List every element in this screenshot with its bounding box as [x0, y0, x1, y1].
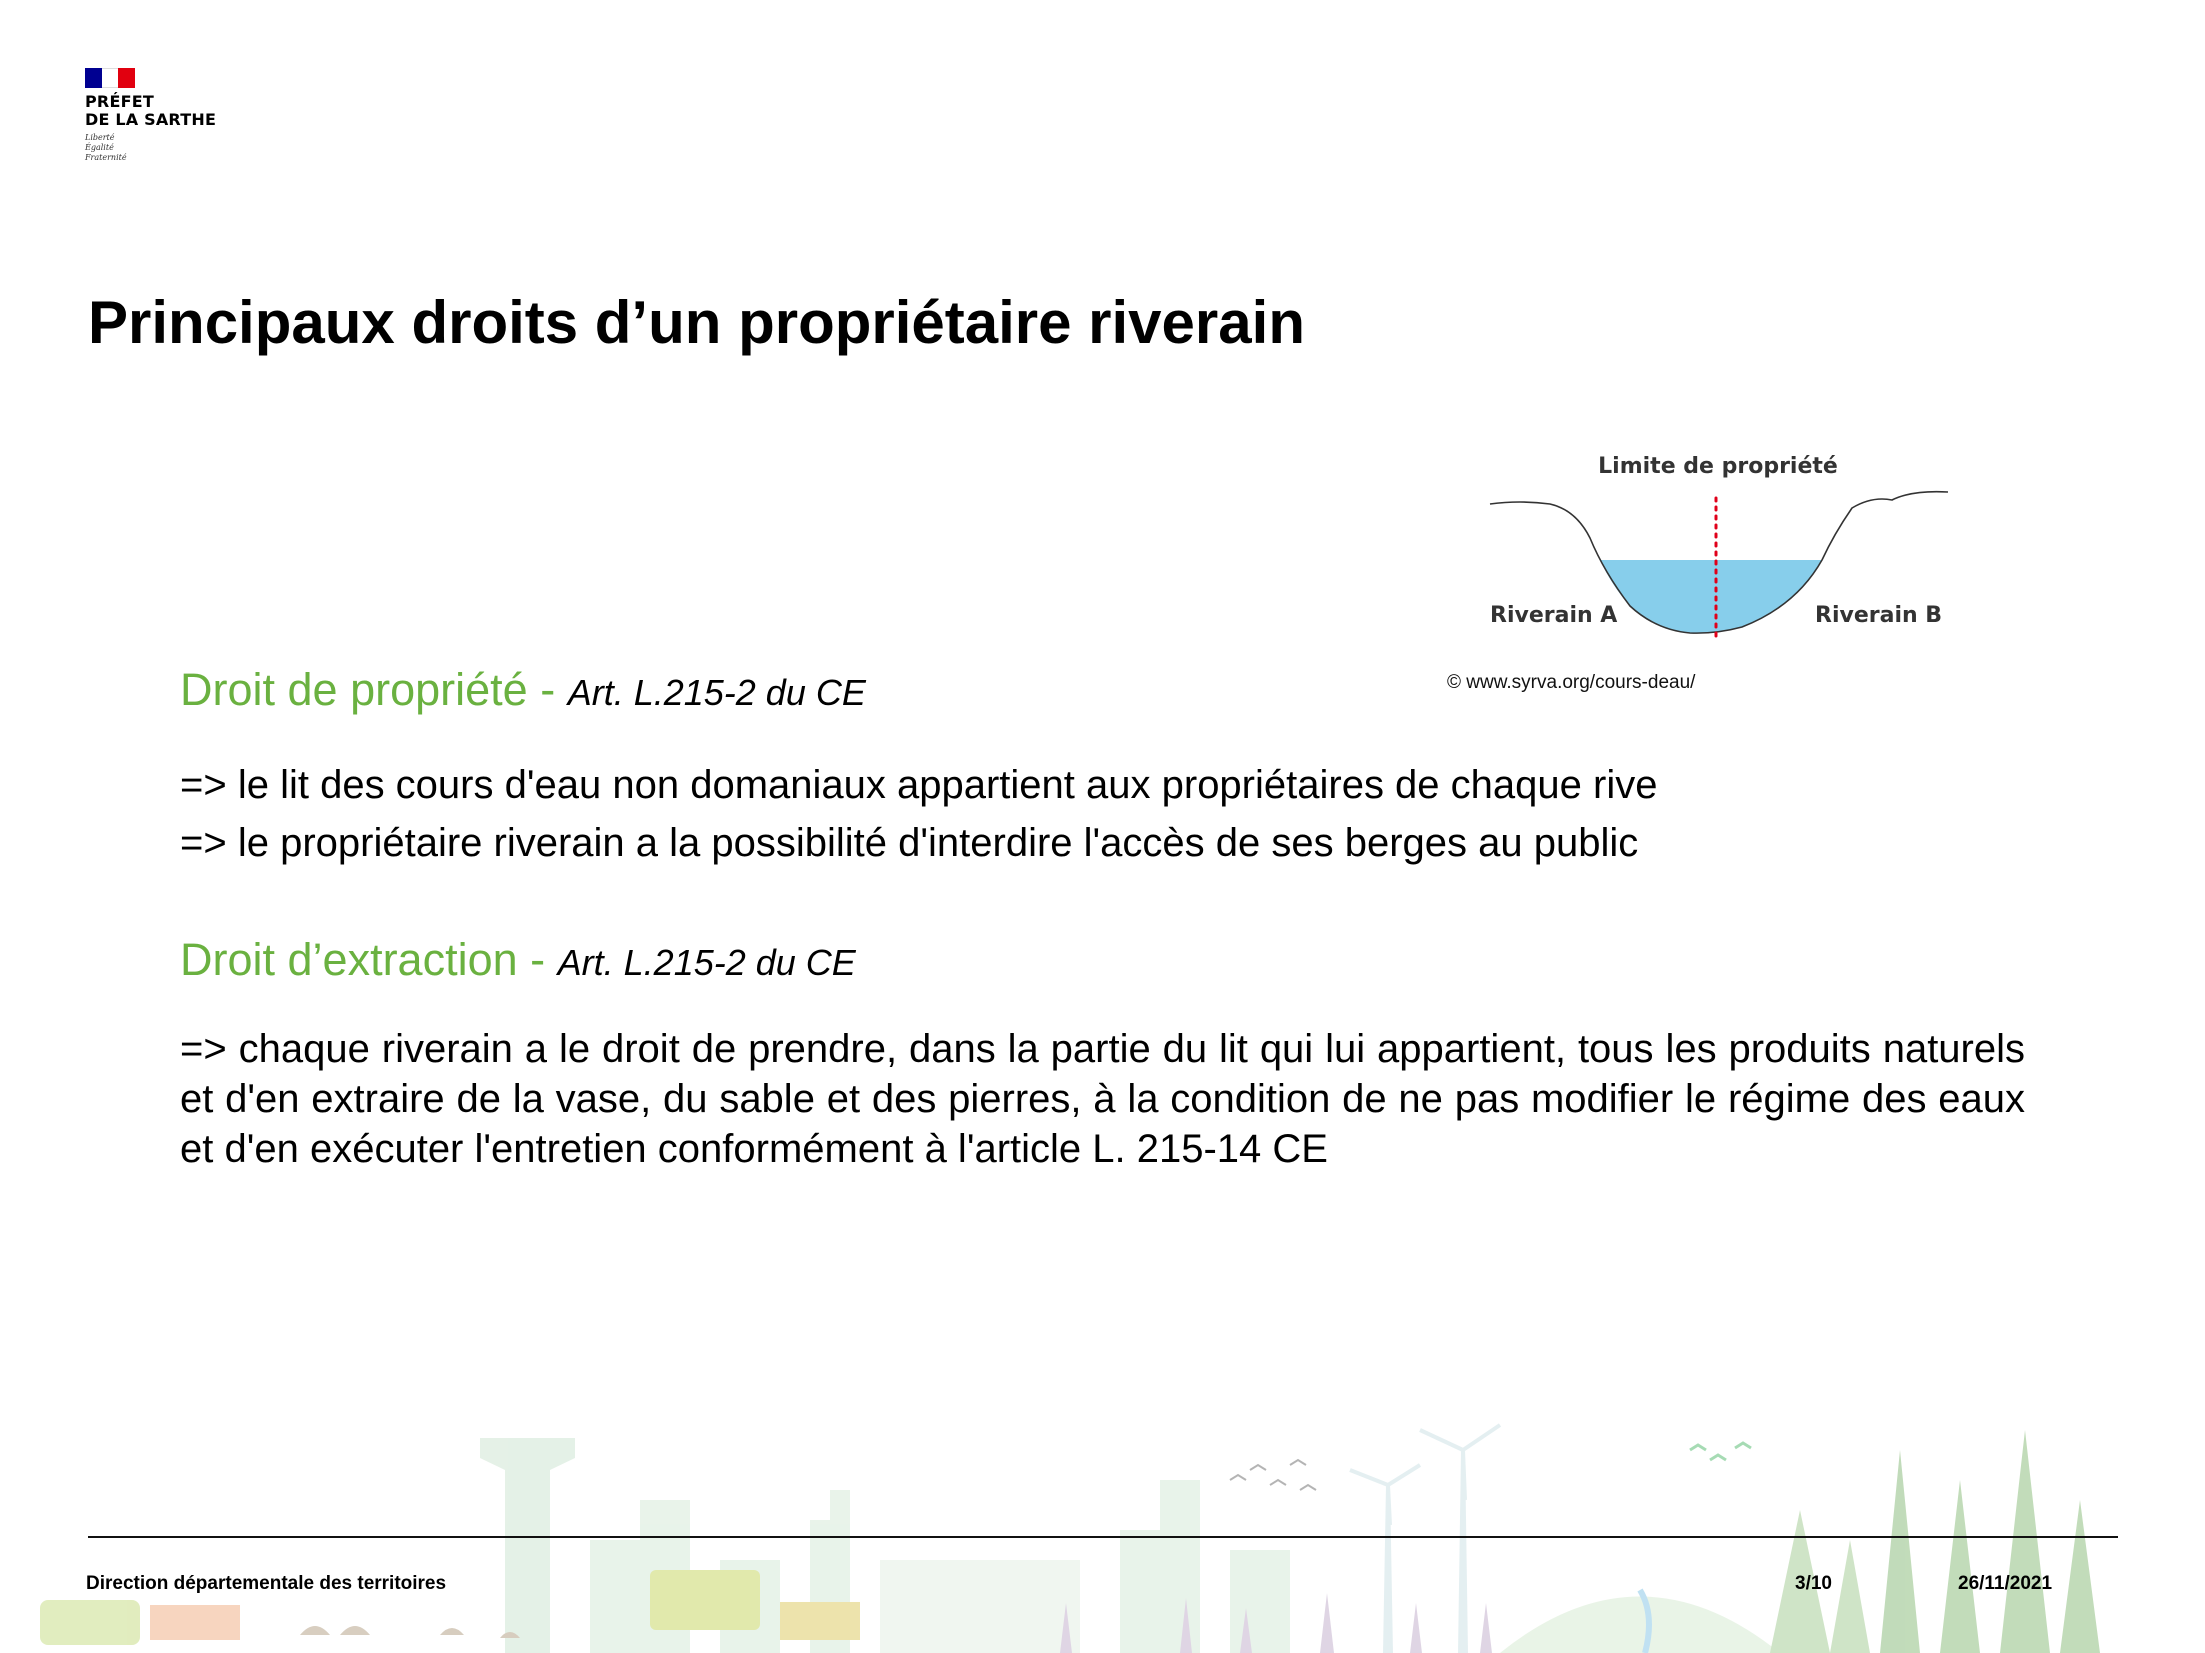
footer-landscape-illustration	[0, 1390, 2205, 1653]
label-riverain-b: Riverain B	[1815, 603, 1943, 628]
water-tower-icon	[480, 1438, 575, 1653]
extraction-paragraph: => chaque riverain a le droit de prendre, dans la partie du lit qui lui appartient, tous les produits naturels et d'en extraire de la vase, du sable et des pierres, à la condition de ne pas modifier le régime des eaux et d'en exécuter l'entretien conformément à l'article L. 215-14 CE	[180, 1027, 2025, 1171]
cart-icon	[780, 1602, 860, 1640]
heading-propriete-reference: Art. L.215-2 du CE	[567, 672, 866, 713]
label-limite-propriete: Limite de propriété	[1598, 454, 1838, 479]
logo-line2: DE LA SARTHE	[85, 110, 217, 129]
heading-extraction-text: Droit d’extraction	[180, 934, 518, 985]
heading-propriete-text: Droit de propriété	[180, 664, 528, 715]
motto-fraternite: Fraternité	[85, 153, 127, 162]
birds-flock-green	[1690, 1443, 1751, 1460]
building-block	[880, 1560, 1080, 1653]
logo-wordmark	[85, 93, 245, 129]
birds-flock	[1230, 1460, 1316, 1490]
diagram-credit: © www.syrva.org/cours-deau/	[1447, 672, 1696, 693]
logo-line1: PRÉFET	[85, 92, 154, 111]
motto-liberte: Liberté	[85, 133, 115, 142]
trailer-icon	[150, 1605, 240, 1640]
riverbed-diagram-svg	[1480, 446, 1960, 646]
tractor-icon	[40, 1600, 140, 1645]
motto-egalite: Égalité	[85, 143, 114, 152]
riverbed-diagram	[1480, 446, 1960, 646]
footer-date: 26/11/2021	[1958, 1573, 2053, 1594]
footer-page-number: 3/10	[1795, 1573, 1832, 1594]
french-flag-icon	[85, 68, 135, 88]
heading-extraction-reference: Art. L.215-2 du CE	[557, 942, 856, 983]
section-heading-extraction	[180, 930, 856, 993]
label-riverain-a: Riverain A	[1490, 603, 1618, 628]
animals-silhouettes	[300, 1626, 520, 1638]
tree-group-right	[1880, 1430, 2100, 1653]
footer-divider	[88, 1536, 2118, 1538]
logo-motto	[85, 133, 245, 163]
heading-extraction-separator: -	[517, 934, 558, 985]
wind-turbine-icon-2	[1350, 1465, 1420, 1653]
water-area	[1600, 560, 1822, 633]
page-title: Principaux droits d’un propriétaire riverain	[88, 289, 1305, 356]
propriete-line-2: => le propriétaire riverain a la possibilité d'interdire l'accès de ses berges au public	[180, 821, 1639, 865]
footer-organization: Direction départementale des territoires	[86, 1573, 447, 1594]
propriete-line-1: => le lit des cours d'eau non domaniaux appartient aux propriétaires de chaque rive	[180, 763, 1658, 807]
prefecture-logo	[85, 68, 245, 163]
harvester-icon	[650, 1570, 760, 1630]
section-heading-propriete	[180, 660, 866, 723]
heading-propriete-separator: -	[527, 664, 568, 715]
wind-turbine-icon	[1420, 1425, 1500, 1653]
hill-shape	[1500, 1597, 1780, 1653]
